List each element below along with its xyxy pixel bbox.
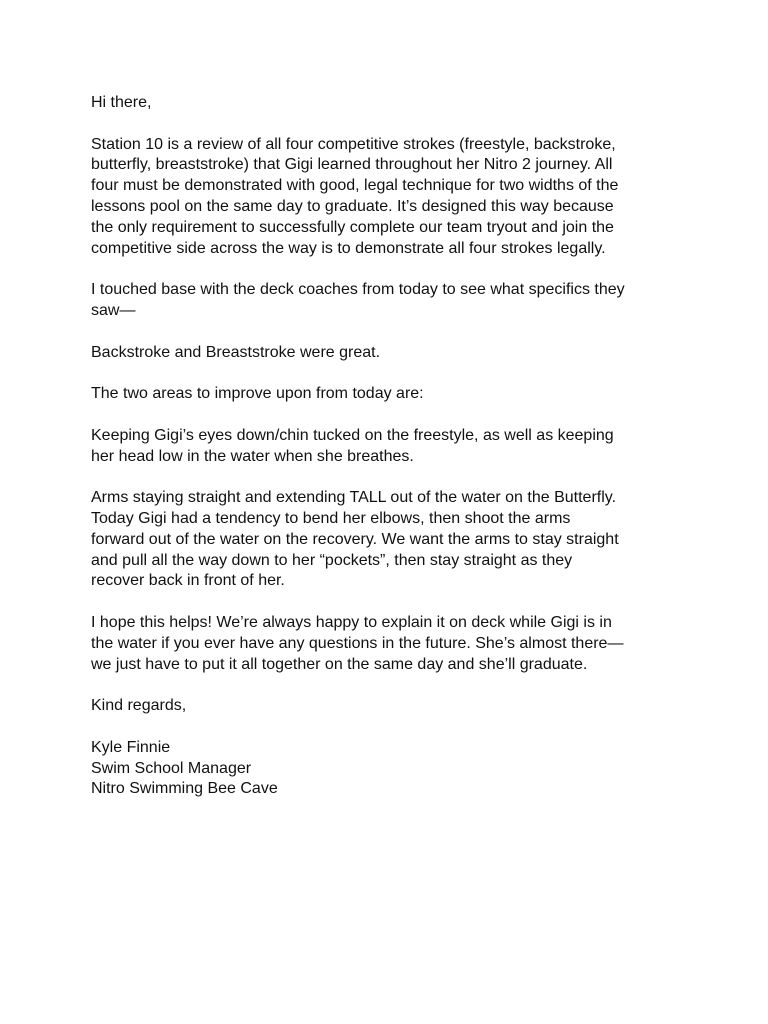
letter-body (91, 93, 691, 800)
greeting: Hi there, (91, 94, 152, 111)
paragraph-station-overview: Station 10 is a review of all four competitive strokes (freestyle, backstroke, butterfly, breaststroke) that Gigi learned throughout her Nitro 2 journey. All four must be demonstrated with good, legal technique for two widths of the lessons pool on the same day to graduate. It’s designed this way because the only requirement to successfully complete our team tryout and join the competitive side across the way is to demonstrate all four strokes legally. (91, 135, 619, 257)
paragraph-strengths: Backstroke and Breaststroke were great. (91, 343, 381, 361)
paragraph-freestyle-feedback: Keeping Gigi’s eyes down/chin tucked on the freestyle, as well as keeping her head low in the water when she breathes. (91, 426, 614, 465)
paragraph-butterfly-feedback: Arms staying straight and extending TALL out of the water on the Butterfly. Today Gigi had a tendency to bend her elbows, then shoot the arms forward out of the water on the recovery. We want the arms to stay straight and pull all the way down to her “pockets”, then stay straight as they recover back in front of her. (91, 489, 619, 590)
closing: Kind regards, (91, 697, 187, 715)
signature-name: Kyle Finnie (91, 738, 171, 756)
signature-organization: Nitro Swimming Bee Cave (91, 780, 278, 798)
signature-title: Swim School Manager (91, 759, 252, 777)
signature-block (91, 738, 691, 800)
paragraph-deck-coaches: I touched base with the deck coaches from today to see what specifics they saw— (91, 281, 625, 319)
paragraph-improvement-intro: The two areas to improve upon from today are: (91, 385, 424, 403)
paragraph-closing-note: I hope this helps! We’re always happy to explain it on deck while Gigi is in the water if you ever have any questions in the future. She’s almost there— we just have to put it all together on the same day and she’ll graduate. (91, 613, 624, 673)
